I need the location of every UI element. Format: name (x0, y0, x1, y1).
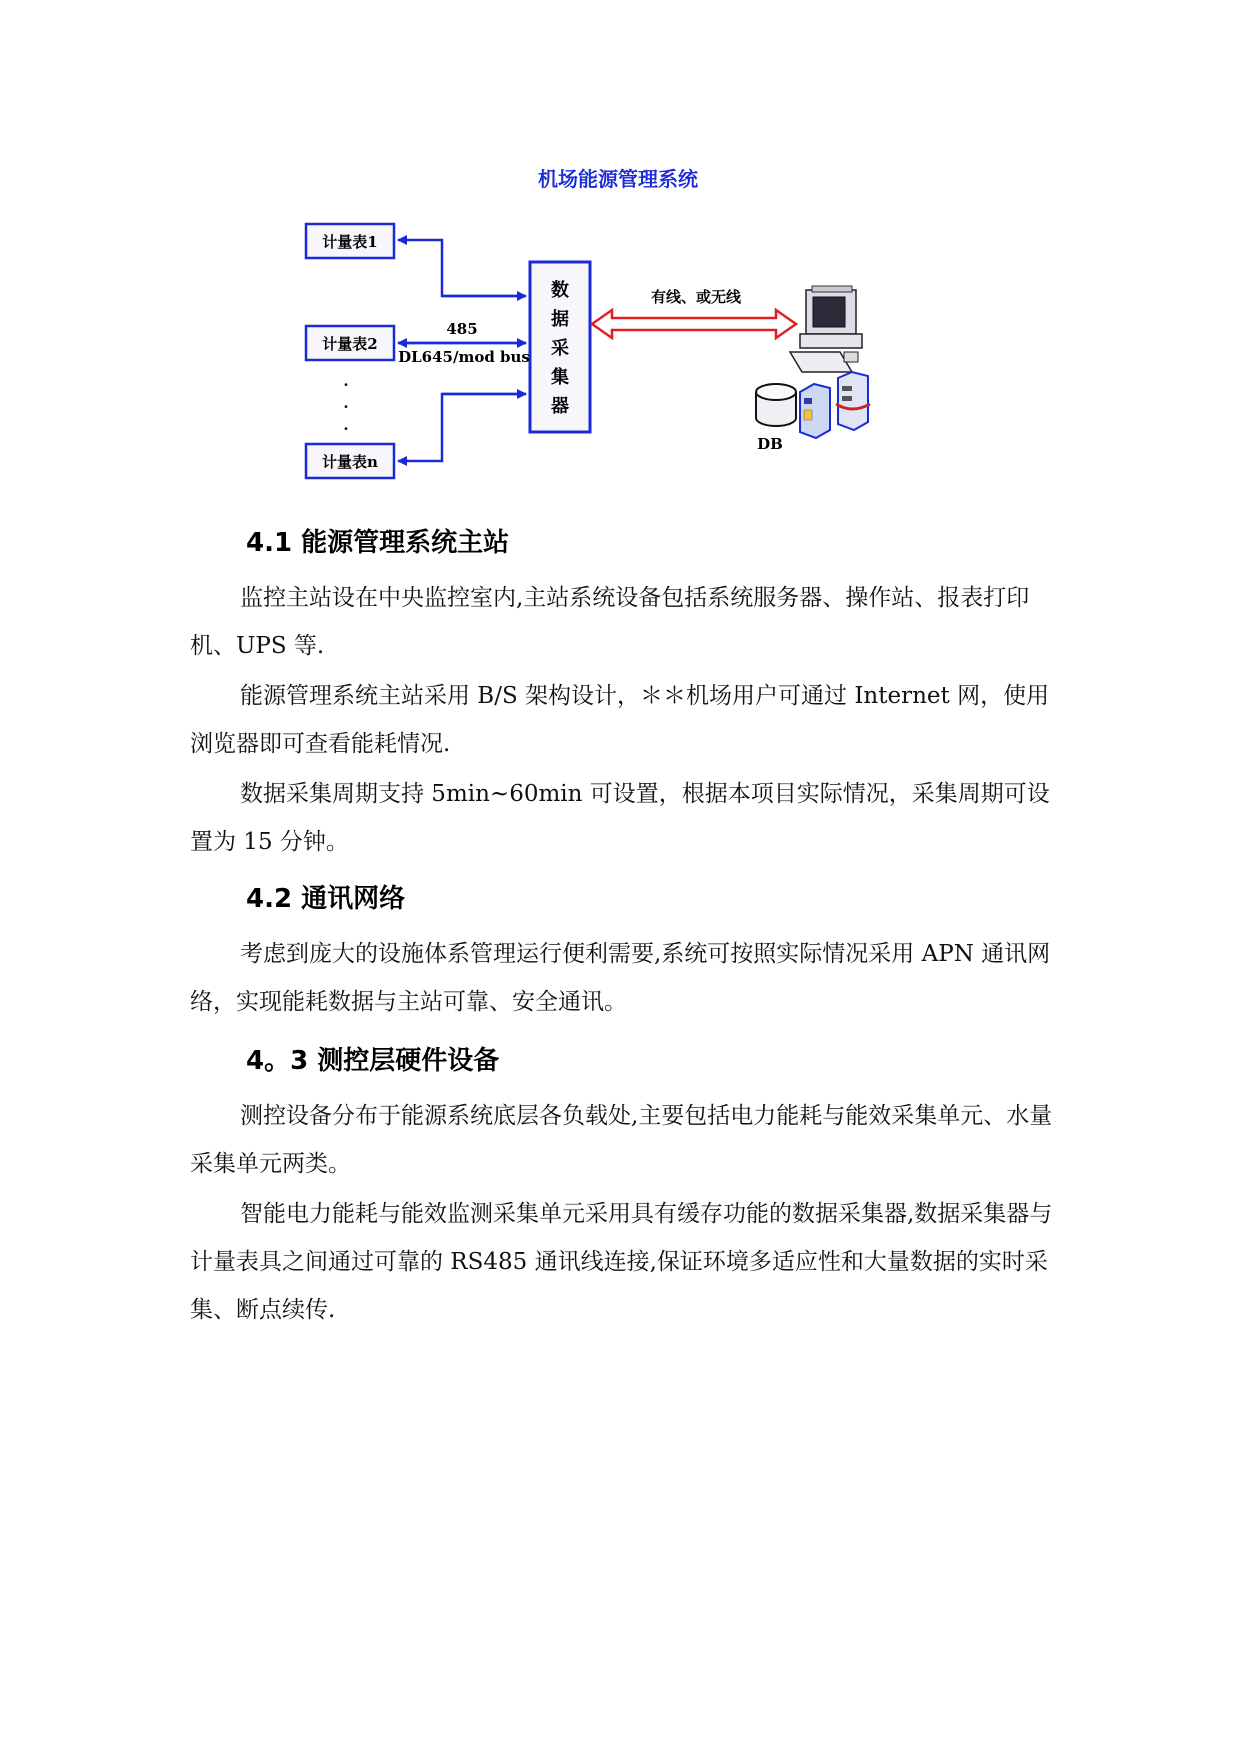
paragraph: 能源管理系统主站采用 B/S 架构设计，＊＊机场用户可通过 Internet 网，使用浏览器即可查看能耗情况. (190, 683, 1050, 757)
collector-char: 数 (551, 280, 569, 301)
paragraph: 数据采集周期支持 5min~60min 可设置，根据本项目实际情况，采集周期可设置为 15 分钟。 (190, 781, 1050, 855)
section-heading-4-1: 4.1 能源管理系统主站 (246, 528, 510, 558)
collector-char: 采 (551, 338, 569, 359)
meter-label: 计量表1 (322, 233, 378, 251)
meter-label: 计量表n (322, 453, 378, 471)
server-icon (836, 372, 870, 430)
diagram-title: 机场能源管理系统 (538, 167, 698, 191)
database-icon (756, 384, 796, 426)
paragraph: 监控主站设在中央监控室内,主站系统设备包括系统服务器、操作站、报表打印机、UPS 等. (190, 585, 1030, 659)
meter-box-2 (306, 326, 394, 360)
server-icon (800, 384, 830, 438)
collector-char: 据 (551, 309, 569, 330)
ellipsis-dot: · (343, 376, 349, 394)
paragraph: 测控设备分布于能源系统底层各负载处,主要包括电力能耗与能效采集单元、水量采集单元两类。 (190, 1103, 1053, 1177)
wireless-link-arrow (592, 310, 796, 338)
link-label: 有线、或无线 (650, 288, 742, 306)
data-collector-box (530, 262, 590, 432)
meter-box-1 (306, 224, 394, 258)
ellipsis-dot: · (343, 420, 349, 438)
ellipsis-dot: · (343, 398, 349, 416)
computer-icon (790, 286, 862, 372)
section-heading-4-3: 4。3 测控层硬件设备 (246, 1046, 500, 1076)
collector-char: 集 (551, 367, 569, 388)
section-heading-4-2: 4.2 通讯网络 (246, 884, 406, 914)
meter-box-n (306, 444, 394, 478)
meter-label: 计量表2 (322, 335, 378, 353)
paragraph: 考虑到庞大的设施体系管理运行便利需要,系统可按照实际情况采用 APN 通讯网络，实现能耗数据与主站可靠、安全通讯。 (190, 941, 1051, 1015)
db-label: DB (757, 435, 783, 453)
bus-label-485: 485 (446, 320, 478, 338)
system-diagram (0, 0, 1241, 500)
collector-char: 器 (551, 396, 569, 417)
bus-label-protocol: DL645/mod bus (398, 348, 530, 366)
paragraph: 智能电力能耗与能效监测采集单元采用具有缓存功能的数据采集器,数据采集器与计量表具之间通过可靠的 RS485 通讯线连接,保证环境多适应性和大量数据的实时采集、断点续传. (190, 1201, 1053, 1323)
